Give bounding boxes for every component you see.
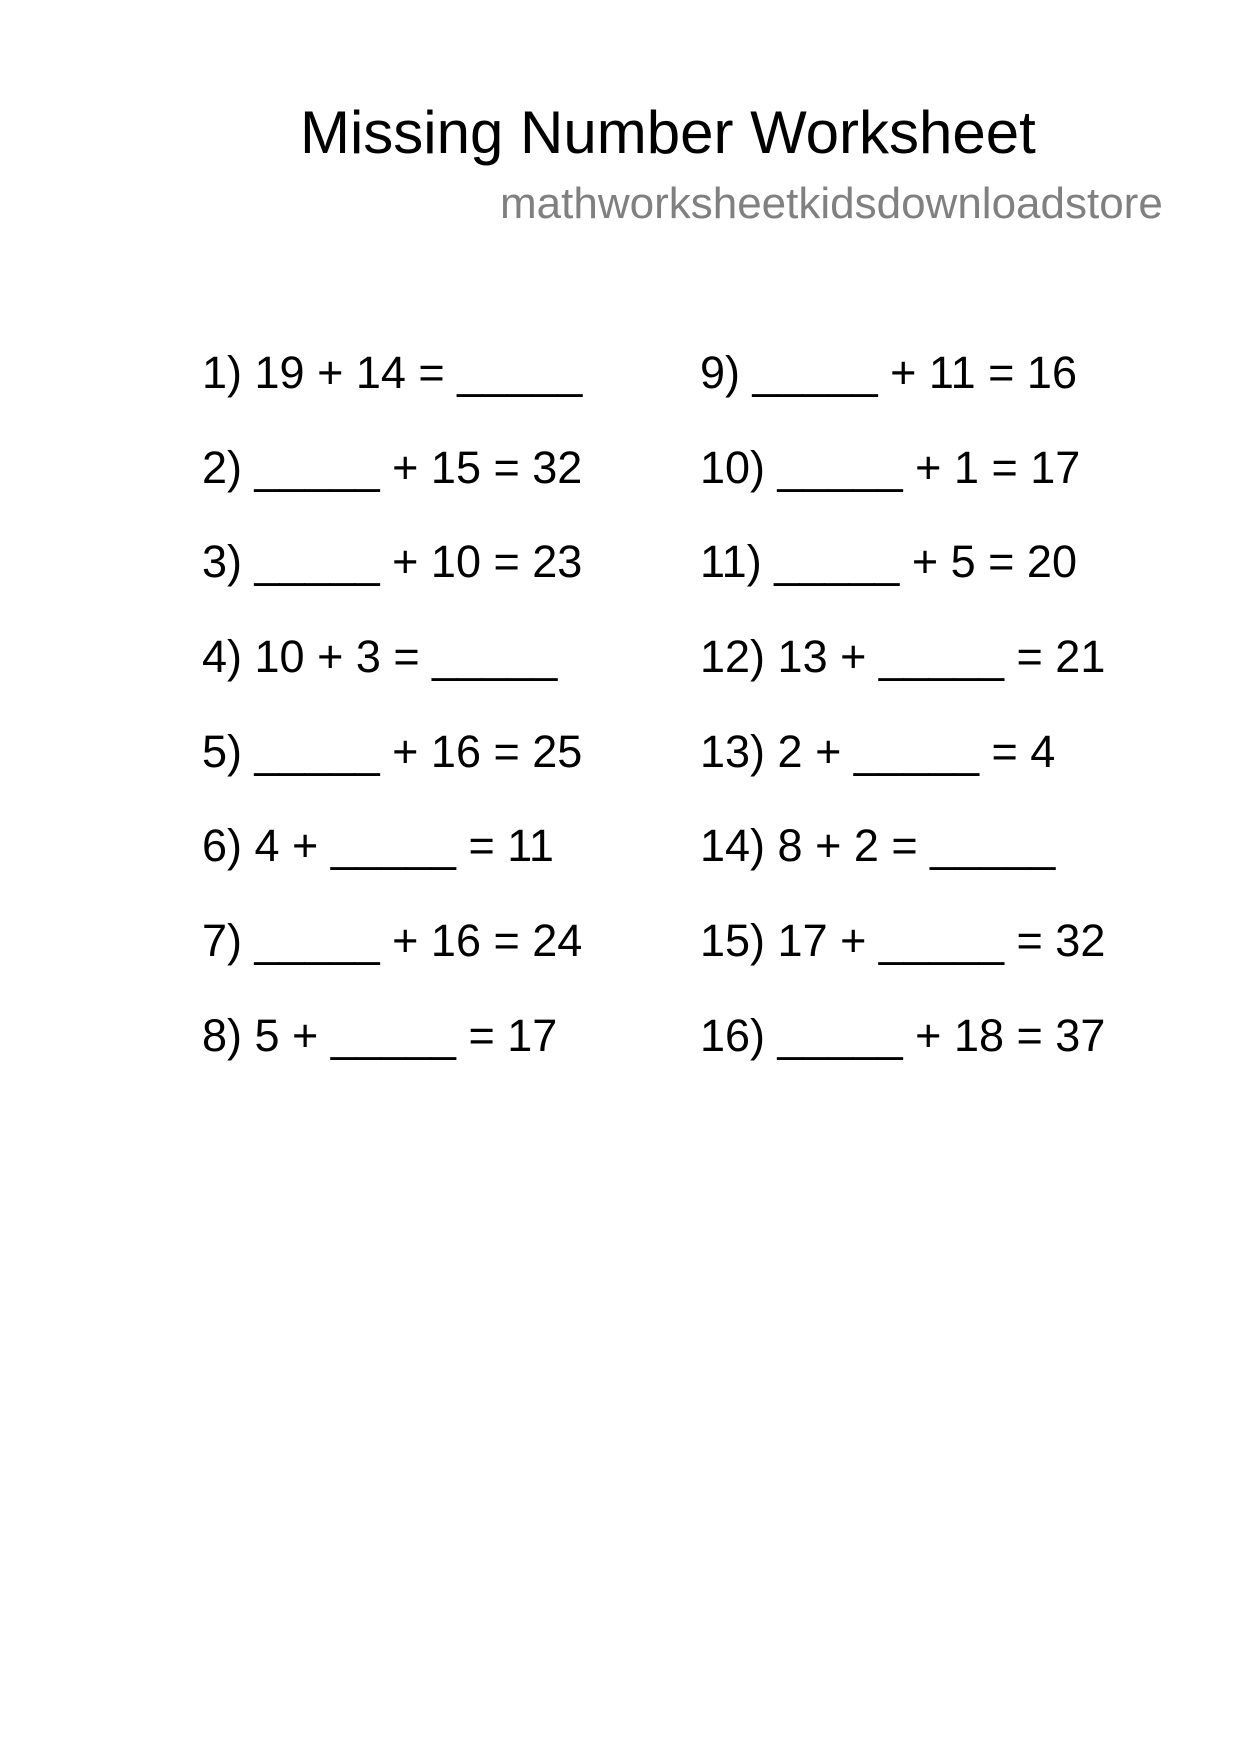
problem-text: 10) _____ + 1 = 17 xyxy=(700,441,1081,493)
problem-text: 4) 10 + 3 = _____ xyxy=(202,631,558,683)
problem-text: 12) 13 + _____ = 21 xyxy=(700,631,1106,683)
problem-item xyxy=(700,532,1105,627)
problem-text: 11) _____ + 5 = 20 xyxy=(700,536,1077,588)
problem-text: 15) 17 + _____ = 32 xyxy=(700,915,1106,967)
problem-text: 8) 5 + _____ = 17 xyxy=(202,1009,558,1061)
problem-text: 13) 2 + _____ = 4 xyxy=(700,725,1056,777)
problem-item xyxy=(202,722,582,817)
problem-text: 2) _____ + 15 = 32 xyxy=(202,441,583,493)
problem-item xyxy=(202,343,582,438)
problem-item xyxy=(202,532,582,627)
problem-text: 14) 8 + 2 = _____ xyxy=(700,820,1056,872)
problem-item xyxy=(202,911,582,1006)
problems-column-left xyxy=(202,343,582,1101)
problem-item xyxy=(700,627,1105,722)
worksheet-title: Missing Number Worksheet xyxy=(300,99,1036,166)
problem-text: 9) _____ + 11 = 16 xyxy=(700,347,1077,398)
problem-item xyxy=(202,816,582,911)
problems-column-right xyxy=(700,343,1105,1101)
problem-item xyxy=(700,816,1105,911)
problem-item xyxy=(700,911,1105,1006)
problem-text: 7) _____ + 16 = 24 xyxy=(202,915,583,967)
problem-text: 6) 4 + _____ = 11 xyxy=(202,820,554,872)
problem-item xyxy=(700,343,1105,438)
problem-item xyxy=(700,438,1105,533)
problem-text: 3) _____ + 10 = 23 xyxy=(202,536,583,588)
problem-item xyxy=(202,1006,582,1101)
problem-text: 16) _____ + 18 = 37 xyxy=(700,1009,1106,1061)
worksheet-source-label: mathworksheetkidsdownloadstore xyxy=(500,179,1163,228)
problem-text: 5) _____ + 16 = 25 xyxy=(202,725,583,777)
problem-text: 1) 19 + 14 = _____ xyxy=(202,347,583,398)
problem-item xyxy=(202,438,582,533)
problem-item xyxy=(700,1006,1105,1101)
problem-item xyxy=(202,627,582,722)
problem-item xyxy=(700,722,1105,817)
